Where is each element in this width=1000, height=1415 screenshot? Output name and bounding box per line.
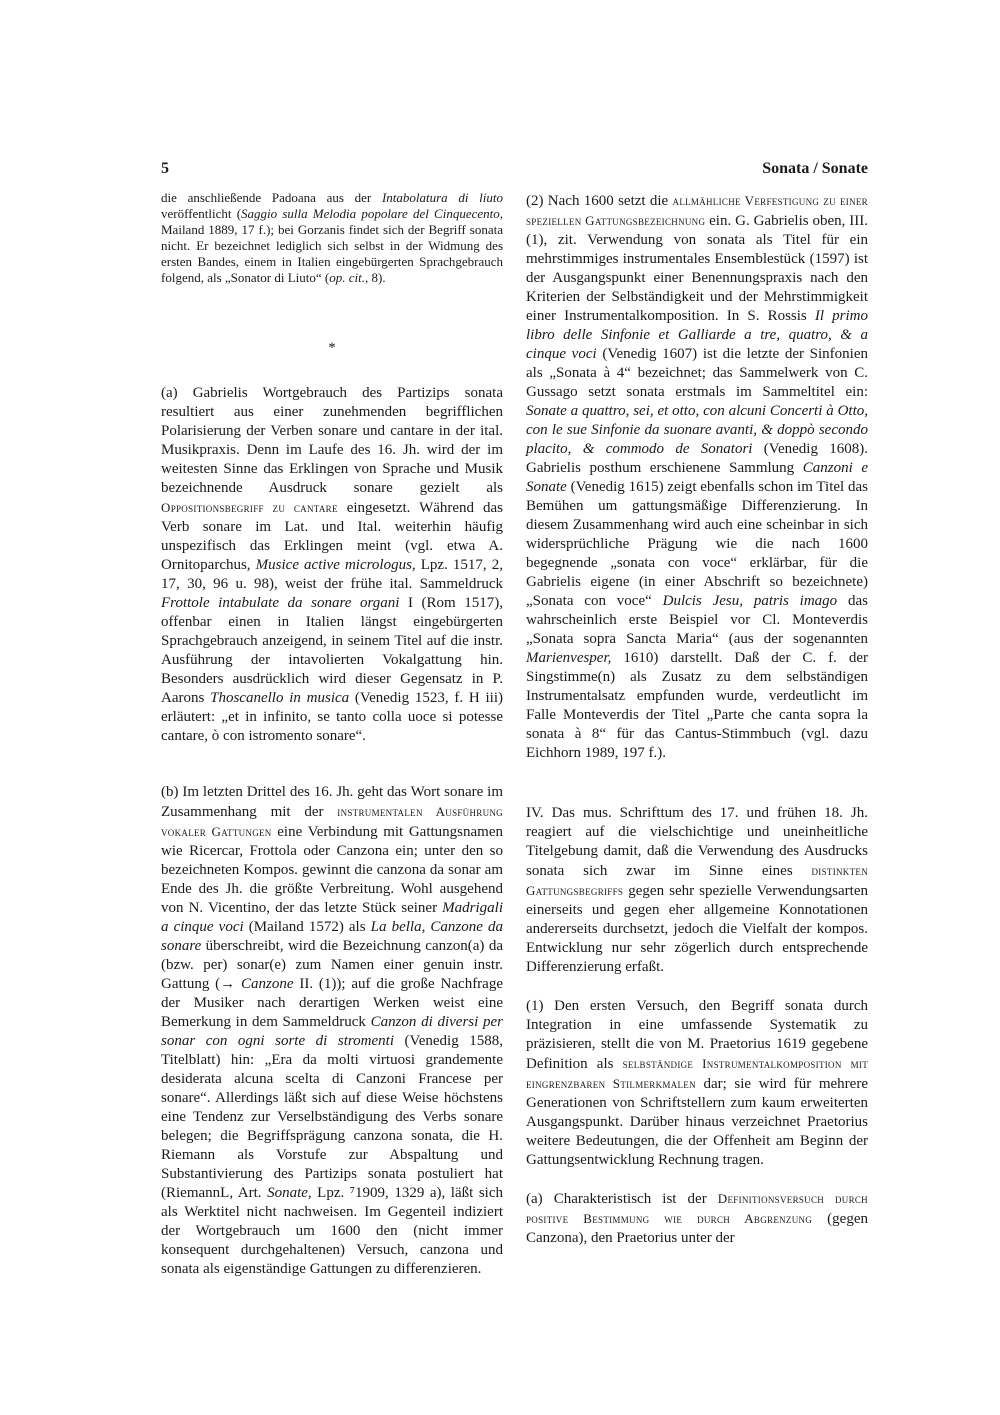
- paragraph-IV-schrifttum: IV. Das mus. Schrifttum des 17. und frühen 18. Jh. reagiert auf die vielschichtige und uneinheitliche Titelgebung damit, daß die Verwendung des Ausdrucks sonata sich zwar im Sinne eines distinkten Gattungsbegriffs gegen sehr spezielle Verwendungsarten einerseits und gegen eher allgemeine Konnotationen andererseits durchsetzt, jedoch die Vielfalt der kompos. Entwicklung nur sehr zögerlich durch entsprechende Differenzierung erfaßt.: [526, 805, 868, 975]
- running-title: Sonata / Sonate: [762, 160, 868, 177]
- left-intro-block: [161, 190, 503, 286]
- paragraph-b-canzona: (b) Im letzten Drittel des 16. Jh. geht das Wort sonare im Zusammenhang mit der instrumentalen Ausführung vokaler Gattungen eine Verbindung mit Gattungsnamen wie Ricercar, Frottola oder Canzona ein; unter den so bezeichneten Kompos. gewinnt die canzona da sonar am Ende des Jh. die größte Verbreitung. Wohl ausgehend von N. Vicentino, der das letzte Stück seiner Madrigali a cinque voci (Mailand 1572) als La bella, Canzone da sonare überschreibt, wird die Bezeichnung canzon(a) da (bzw. per) sonar(e) zum Namen einer genuin instr. Gattung (→ Canzone II. (1)); auf die große Nachfrage der Musiker nach derartigen Werken weist eine Bemerkung in dem Sammeldruck Canzon di diversi per sonar con ogni sorte di stromenti (Venedig 1588, Titelblatt) hin: „Era da molti virtuosi grandemente desiderata alcuna scelta di Canzoni Francese per sonare“. Allerdings läßt sich auf diese Weise höchstens eine Tendenz zur Verselbständigung des Verbs sonare belegen; die Begriffsprägung canzona sonata, die H. Riemann als Vorstufe zur Abspaltung und Substantivierung des Partizips sonata postuliert hat (RiemannL, Art. Sonate, Lpz. ⁷1909, 1329 a), läßt sich als Werktitel nicht nachweisen. Im Gegenteil indiziert der Wortgebrauch um 1600 den (nicht immer konsequent durchgehaltenen) Versuch, canzona und sonata als eigenständige Gattungen zu differenzieren.: [161, 784, 504, 1277]
- left-para-b-block: [161, 783, 503, 1279]
- paragraph-1-praetorius: (1) Den ersten Versuch, den Begriff sonata durch Integration in eine umfassende Systematik zu präzisieren, stellt die von M. Praetorius 1619 gegebene Definition als selbständige Instrumentalkomposition mit eingrenzbaren Stilmerkmalen dar; sie wird für mehrere Generationen von Schriftstellern zum kaum erweiterten Ausgangspunkt. Darüber hinaus verzeichnet Praetorius weitere Bedeutungen, die der Offenheit am Beginn der Gattungsentwicklung Rechnung tragen.: [526, 998, 868, 1168]
- right-para-IV-block: [526, 804, 868, 977]
- intro-paragraph: die anschließende Padoana aus der Intabolatura di liuto veröffentlicht (Saggio sulla Melodia popolare del Cinquecento, Mailand 1889, 17 f.); bei Gorzanis findet sich der Begriff sonata nicht. Er bezeichnet lediglich sich selbst in der Widmung des ersten Bandes, einem in Italien eingebürgerten Sprachgebrauch folgend, als „Sonator di Liuto“ (op. cit., 8).: [161, 190, 504, 285]
- left-para-a-block: [161, 384, 503, 746]
- paragraph-a-gabrieli: (a) Gabrielis Wortgebrauch des Partizips sonata resultiert aus einer zunehmenden begrifflichen Polarisierung der Verben sonare und cantare in der ital. Musikpraxis. Denn im Laufe des 16. Jh. wird der im weitesten Sinne das Erklingen von Sprache und Musik bezeichnende Ausdruck sonare gezielt als Oppositionsbegriff zu cantare eingesetzt. Während das Verb sonare im Lat. und Ital. weiterhin häufig unspezifisch das Erklingen meint (vgl. etwa A. Ornitoparchus, Musice active micrologus, Lpz. 1517, 2, 17, 30, 96 u. 98), weist der frühe ital. Sammeldruck Frottole intabulate da sonare organi I (Rom 1517), offenbar einen in Italien längst eingebürgerten Sprachgebrauch anzeigend, in seinem Titel auf die instr. Ausführung der intavolierten Vokalgattung hin. Besonders ausdrücklich wird dieser Gegensatz in P. Aarons Thoscanello in musica (Venedig 1523, f. H iii) erläutert: „et in infinito, se tanto colla uoce si potesse cantare, ò con istromento sonare“.: [161, 385, 503, 744]
- right-para-a2-block: [526, 1189, 868, 1248]
- page-header: [161, 160, 868, 184]
- page-number: 5: [161, 160, 169, 177]
- right-para-1-block: [526, 997, 868, 1170]
- paragraph-a-definitionsversuch: (a) Charakteristisch ist der Definitionsversuch durch positive Bestimmung wie durch Abgrenzung (gegen Canzona), den Praetorius unter der: [526, 1191, 868, 1246]
- right-para-2-block: [526, 191, 868, 763]
- section-separator: *: [328, 340, 336, 356]
- paragraph-2-gattungsbezeichnung: (2) Nach 1600 setzt die allmähliche Verfestigung zu einer speziellen Gattungsbezeichnung ein. G. Gabrielis oben, III. (1), zit. Verwendung von sonata als Titel für ein mehrstimmiges instrumentales Ensemblestück (1597) ist der Ausgangspunkt einer Benennungspraxis nach den Kriterien der Selbständigkeit und der Mehrstimmigkeit einer Instrumentalkomposition. In S. Rossis Il primo libro delle Sinfonie et Galliarde a tre, quatro, & a cinque voci (Venedig 1607) ist die letzte der Sinfonien als „Sonata à 4“ bezeichnet; das Sammelwerk von C. Gussago setzt sonata erstmals im Sammeltitel ein: Sonate a quattro, sei, et otto, con alcuni Concerti à Otto, con le sue Sinfonie da suonare avanti, & doppò secondo placito, & commodo de Sonatori (Venedig 1608). Gabrielis posthum erschienene Sammlung Canzoni e Sonate (Venedig 1615) zeigt ebenfalls schon im Titel das Bemühen um gattungsmäßige Differenzierung. In diesem Zusammenhang wird auch eine scheinbar in sich widersprüchliche Prägung wie die nach 1600 begegnende „sonata con voce“ erklärbar, für die Gabrielis eigene (in einer Abschrift so bezeichnete) „Sonata con voce“ Dulcis Jesu, patris imago das wahrscheinlich erste Beispiel vor Cl. Monteverdis „Sonata sopra Sancta Maria“ (aus der sogenannten Marienvesper, 1610) darstellt. Daß der C. f. der Singstimme(n) als Zusatz zu dem selbständigen Instrumentalsatz empfunden wurde, verdeutlicht im Falle Monteverdis der Titel „Parte che canta sopra la sonata à 8“ für das Cantus-Stimmbuch (vgl. dazu Eichhorn 1989, 197 f.).: [526, 193, 869, 761]
